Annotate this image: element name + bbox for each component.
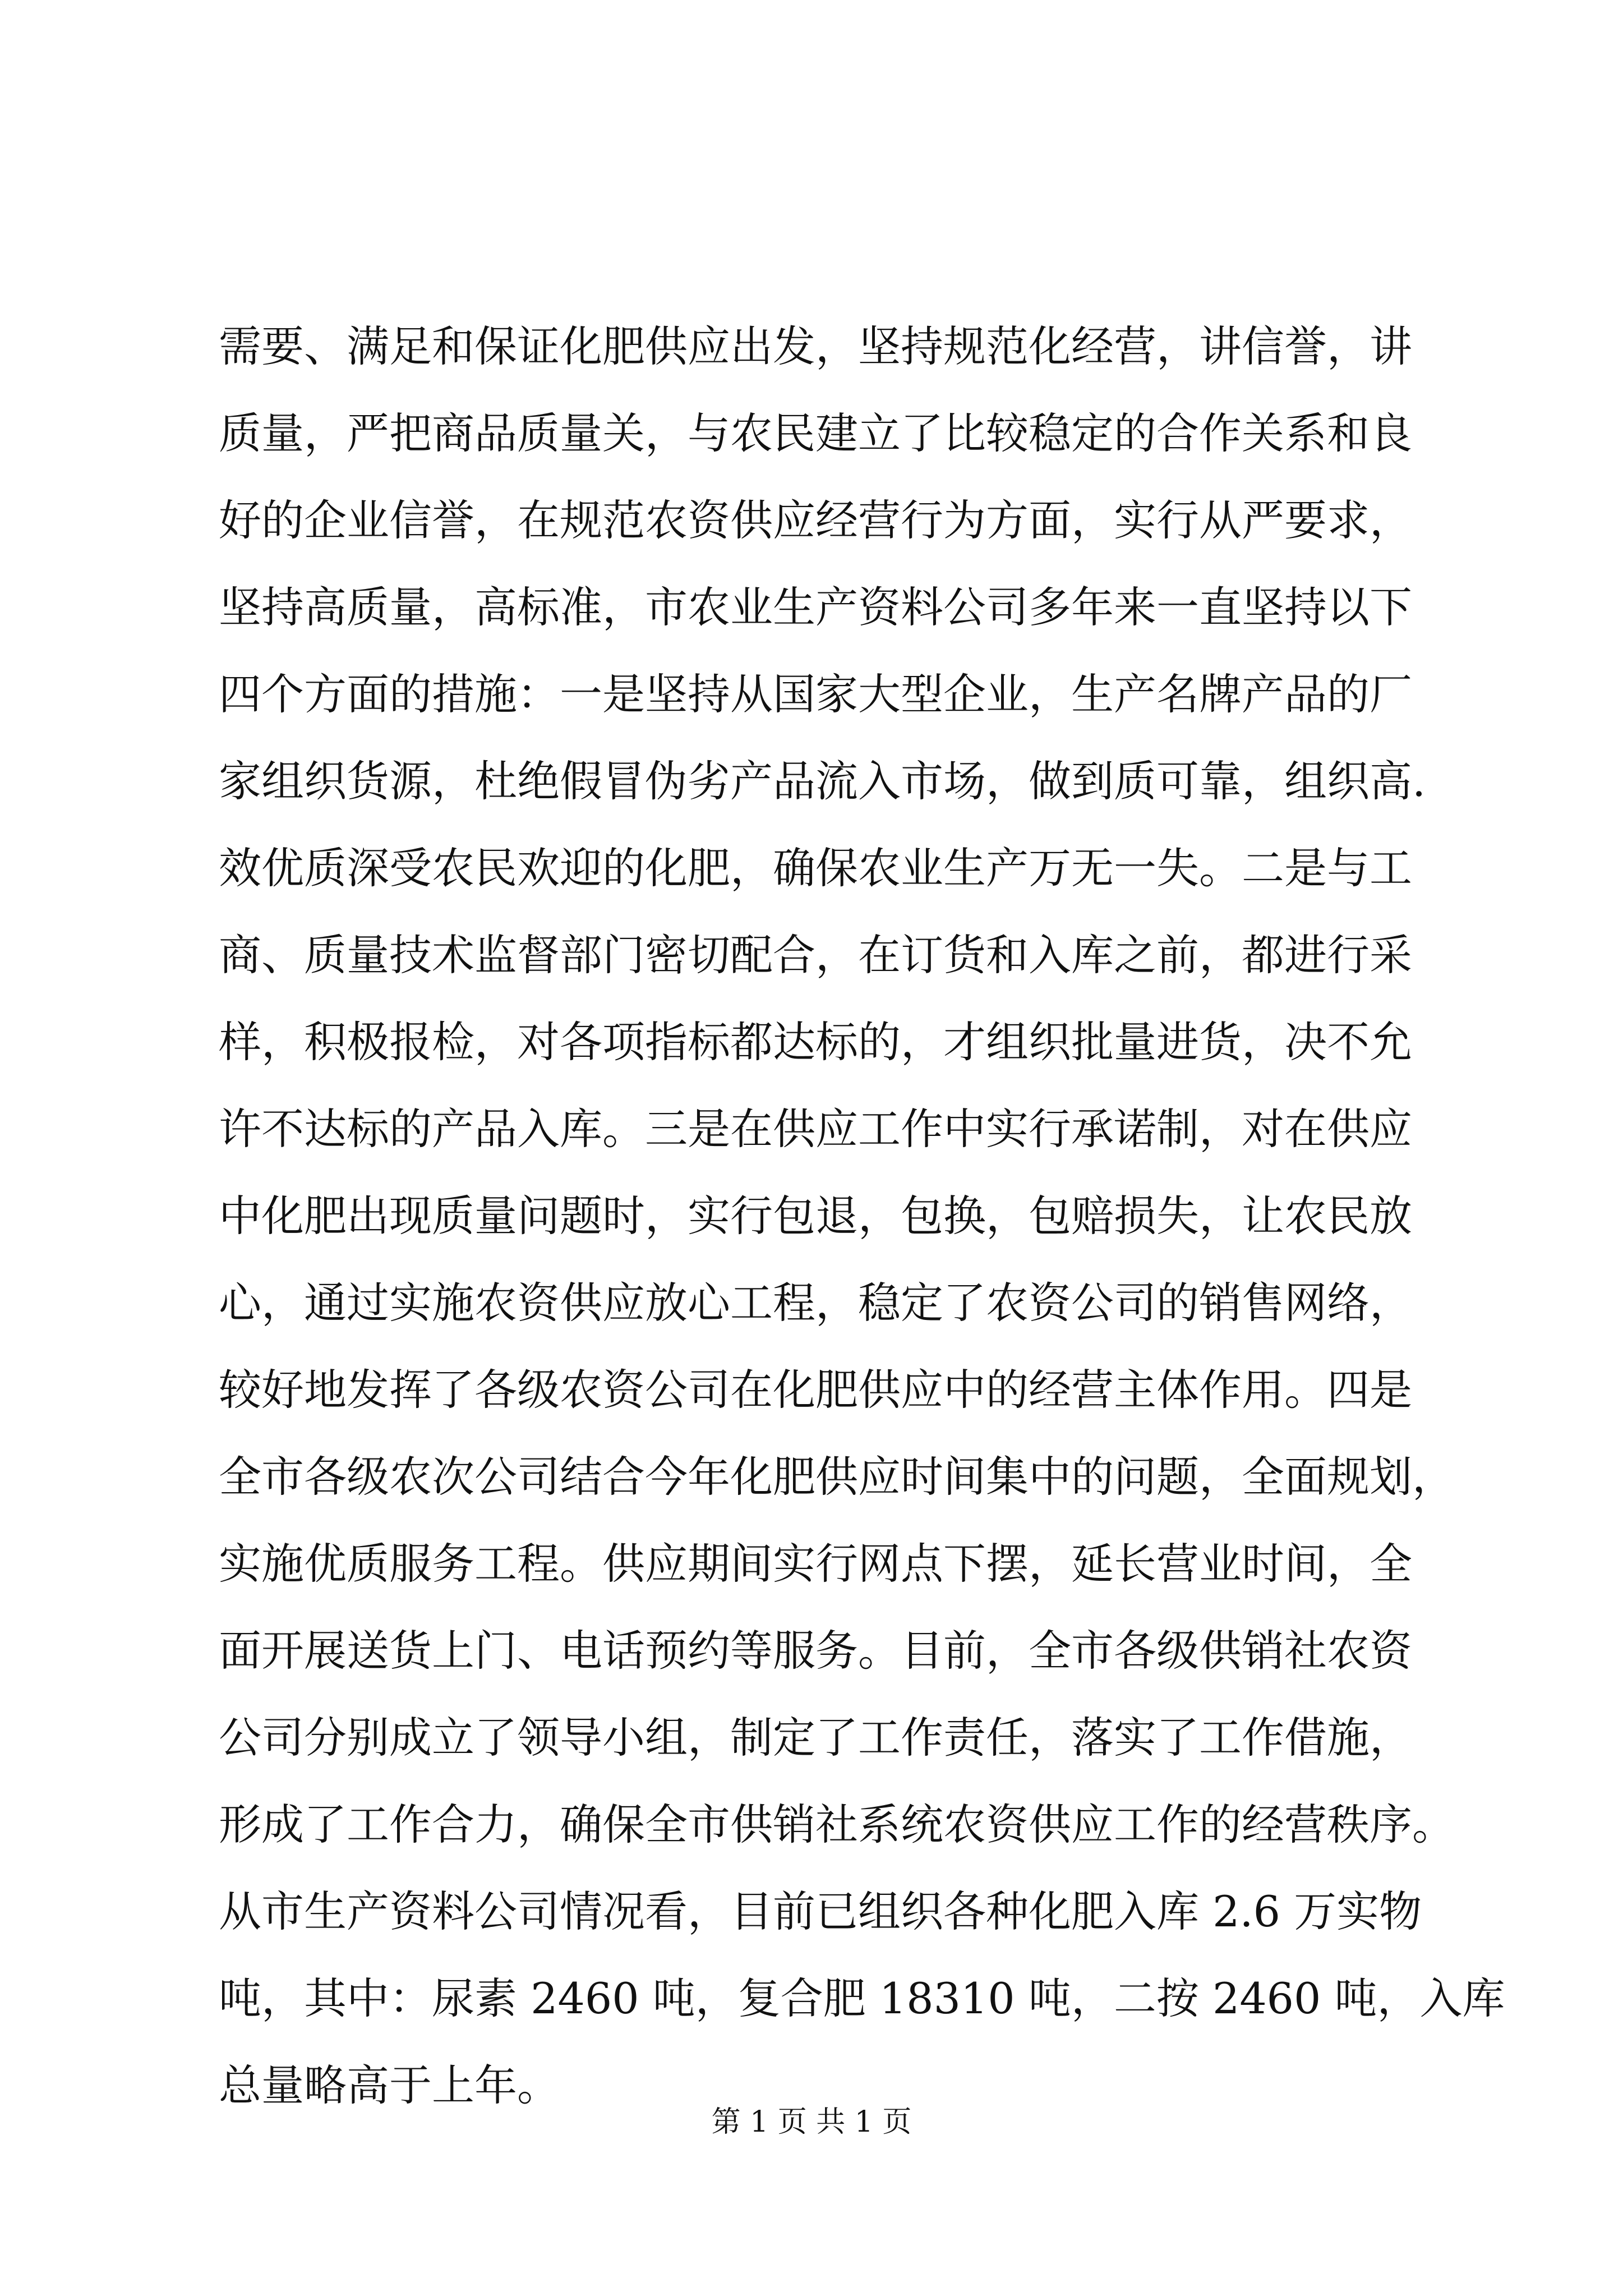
text-line: 从市生产资料公司情况看，目前已组织各种化肥入库 2.6 万实物 — [219, 1887, 1422, 1936]
text-line: 公司分别成立了领导小组，制定了工作责任，落实了工作借施， — [219, 1713, 1412, 1763]
text-line: 实施优质服务工程。供应期间实行网点下摆，延长营业时间，全 — [219, 1539, 1412, 1589]
text-line: 坚持高质量，高标准，市农业生产资料公司多年来一直坚持以下 — [219, 582, 1412, 632]
body-paragraph — [219, 303, 1505, 2129]
text-line: 全市各级农次公司结合今年化肥供应时间集中的问题，全面规划， — [219, 1452, 1455, 1502]
text-line: 中化肥出现质量问题时，实行包退，包换，包赔损失，让农民放 — [219, 1191, 1412, 1241]
text-line: 需要、满足和保证化肥供应出发，坚持规范化经营，讲信誉，讲 — [219, 321, 1412, 371]
text-line: 家组织货源，杜绝假冒伪劣产品流入市场，做到质可靠，组织高. — [219, 756, 1426, 806]
page-number-footer: 第 1 页 共 1 页 — [711, 2105, 912, 2139]
text-line: 质量，严把商品质量关，与农民建立了比较稳定的合作关系和良 — [219, 408, 1412, 458]
text-line: 许不达标的产品入库。三是在供应工作中实行承诺制，对在供应 — [219, 1104, 1412, 1154]
text-line: 样，积极报检，对各项指标都达标的，才组织批量进货，决不允 — [219, 1017, 1412, 1067]
text-line: 面开展送货上门、电话预约等服务。目前，全市各级供销社农资 — [219, 1626, 1412, 1676]
text-line: 心，通过实施农资供应放心工程，稳定了农资公司的销售网络， — [219, 1278, 1412, 1328]
text-line: 总量略高于上年。 — [219, 2060, 560, 2110]
text-line: 好的企业信誉，在规范农资供应经营行为方面，实行从严要求， — [219, 495, 1412, 545]
text-line: 商、质量技术监督部门密切配合，在订货和入库之前，都进行采 — [219, 930, 1412, 980]
text-line: 效优质深受农民欢迎的化肥，确保农业生产万无一失。二是与工 — [219, 843, 1412, 893]
text-line: 四个方面的措施：一是坚持从国家大型企业，生产名牌产品的厂 — [219, 669, 1412, 719]
text-line: 较好地发挥了各级农资公司在化肥供应中的经营主体作用。四是 — [219, 1365, 1412, 1415]
text-line: 吨，其中：尿素 2460 吨，复合肥 18310 吨，二按 2460 吨，入库 — [219, 1973, 1505, 2023]
text-line: 形成了工作合力，确保全市供销社系统农资供应工作的经营秩序。 — [219, 1800, 1455, 1849]
